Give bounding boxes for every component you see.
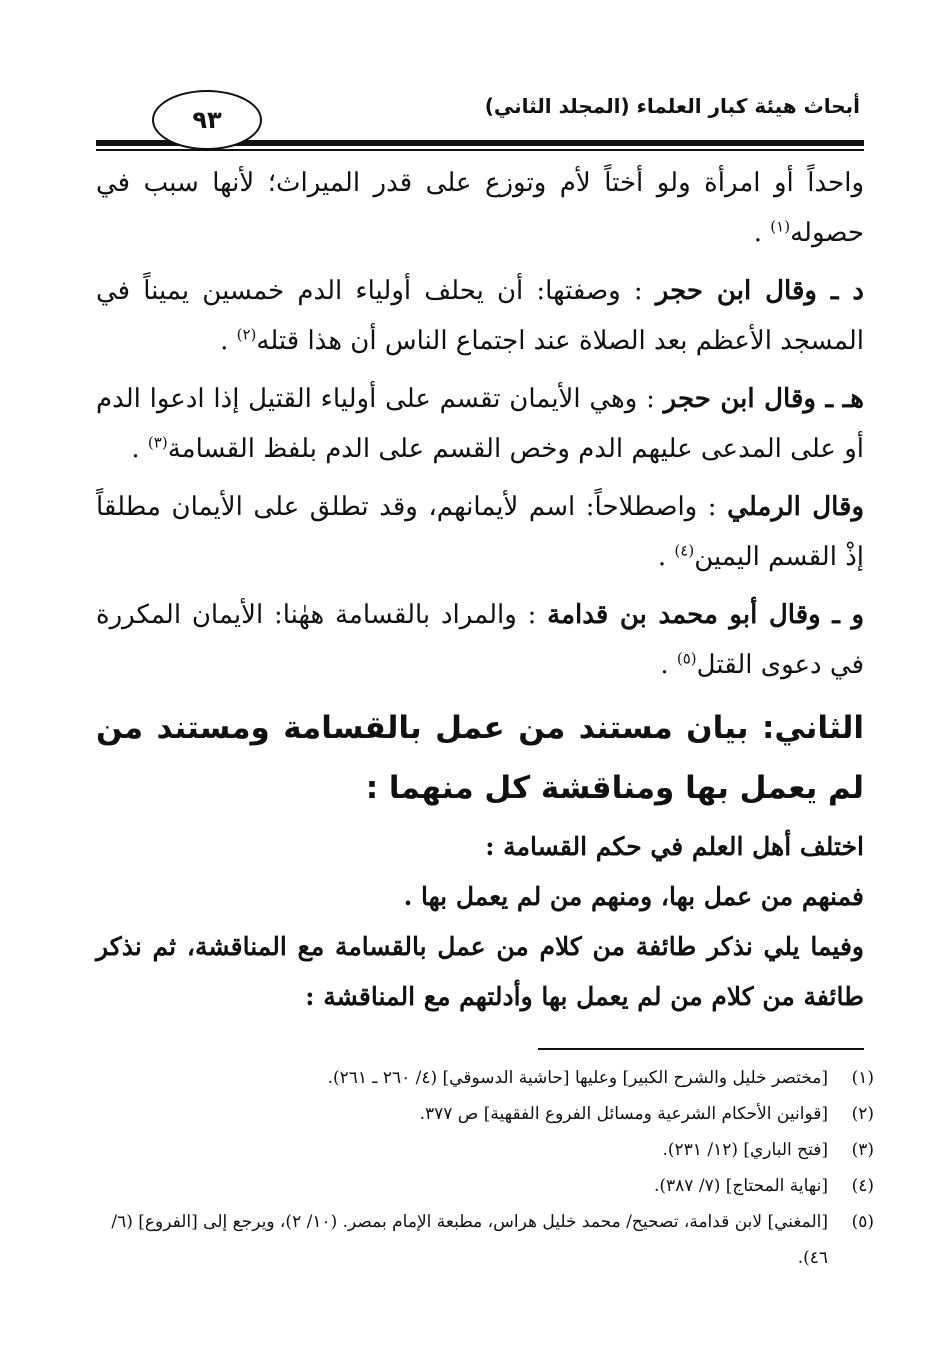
bold-paragraph-1: اختلف أهل العلم في حكم القسامة : [485,832,864,861]
footnotes [96,1060,874,1276]
paragraph-2-lead: د ـ وقال ابن حجر [655,276,864,306]
footnote-1: (١) [مختصر خليل والشرح الكبير] وعليها [حاشية الدسوقي] (٤/ ٢٦٠ ـ ٢٦١). [327,1068,874,1088]
page-number: ٩٣ [192,106,222,134]
paragraph-3-lead: هـ ـ وقال ابن حجر [663,384,865,414]
footnote-ref-2: (٢) [236,325,257,344]
footnote-ref-1: (١) [770,217,791,236]
footnote-ref-3: (٣) [147,433,168,452]
bold-paragraph-3: وفيما يلي نذكر طائفة من كلام من عمل بالقسامة مع المناقشة، ثم نذكر طائفة من كلام من لم يعمل بها وأدلتهم مع المناقشة : [96,932,864,1011]
body-text [96,158,864,1022]
footnote-3: (٣) [فتح الباري] (١٢/ ٢٣١). [662,1140,874,1160]
bold-paragraph-2: فمنهم من عمل بها، ومنهم من لم يعمل بها . [403,882,864,911]
footnote-2: (٢) [قوانين الأحكام الشرعية ومسائل الفروع الفقهية] ص ٣٧٧. [419,1104,874,1124]
paragraph-4-lead: وقال الرملي [727,492,865,522]
footnote-5: (٥) [المغني] لابن قدامة، تصحيح/ محمد خليل هراس، مطبعة الإمام بمصر. (١٠/ ٢)، ويرجع إلى [الفروع] (٦/ ٤٦). [111,1212,874,1268]
footnote-separator [538,1048,864,1050]
page-number-oval [152,90,262,150]
paragraph-4: وقال الرملي : واصطلاحاً: اسم لأيمانهم، وقد تطلق على الأيمان مطلقاً إذْ القسم اليمين$^{(٤)}$ . [96,492,865,572]
paragraph-5-lead: و ـ وقال أبو محمد بن قدامة [547,600,864,630]
paragraph-1: واحداً أو امرأة ولو أختاً لأم وتوزع على قدر الميراث؛ لأنها سبب في حصوله$^{(١)}$ . [96,168,864,248]
paragraph-3: هـ ـ وقال ابن حجر : وهي الأيمان تقسم على أولياء القتيل إذا ادعوا الدم أو على المدعى عليهم الدم وخص القسم على الدم بلفظ القسامة$^{(٣)}$ . [96,384,865,464]
footnote-4: (٤) [نهاية المحتاج] (٧/ ٣٨٧). [653,1176,874,1196]
footnote-ref-4: (٤) [674,541,695,560]
paragraph-2: د ـ وقال ابن حجر : وصفتها: أن يحلف أولياء الدم خمسين يميناً في المسجد الأعظم بعد الصلاة عند اجتماع الناس أن هذا قتله$^{(٢)}$ . [96,276,864,356]
running-header-title: أبحاث هيئة كبار العلماء (المجلد الثاني) [484,94,860,118]
section-heading: الثاني: بيان مستند من عمل بالقسامة ومستند من لم يعمل بها ومناقشة كل منهما : [96,710,864,806]
paragraph-5: و ـ وقال أبو محمد بن قدامة : والمراد بالقسامة ههٰنا: الأيمان المكررة في دعوى القتل$^{(٥)}$ . [96,600,864,680]
footnote-ref-5: (٥) [676,649,697,668]
